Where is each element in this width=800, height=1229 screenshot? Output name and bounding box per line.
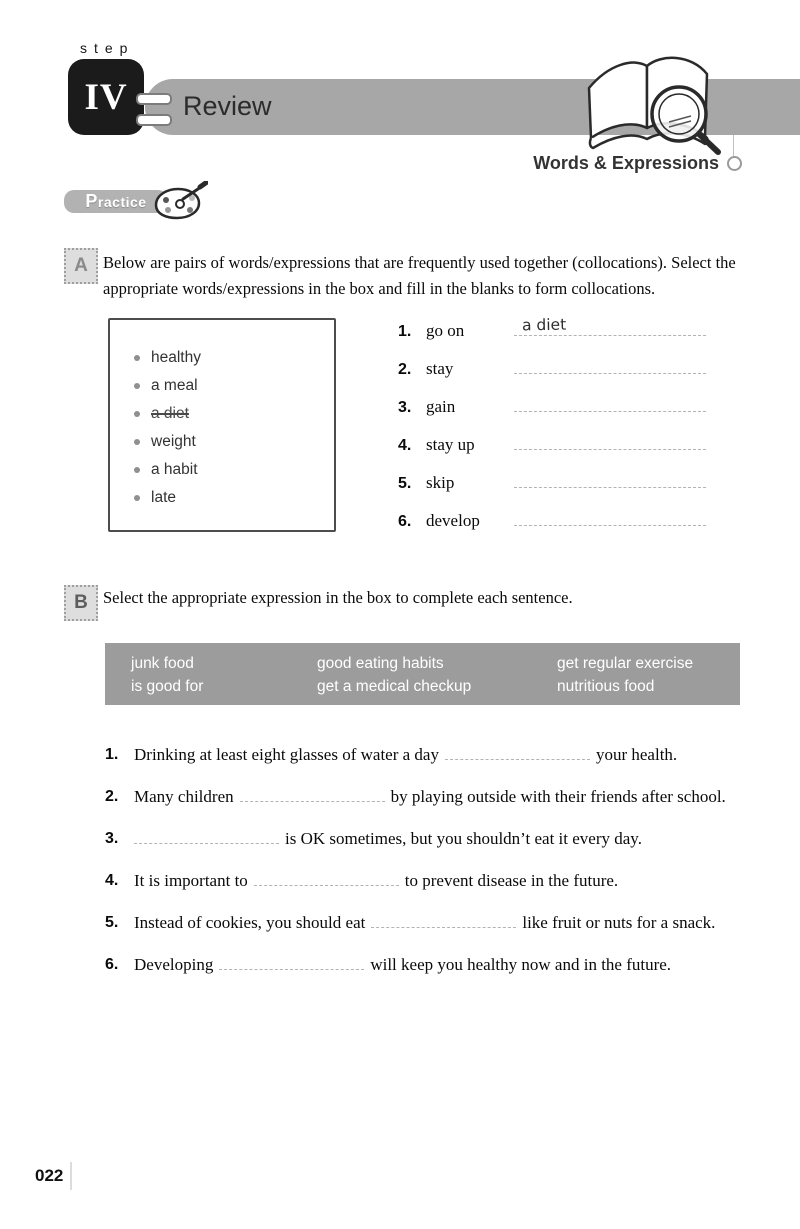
sentence-text-after: by playing outside with their friends after school. bbox=[390, 787, 726, 806]
answer-blank bbox=[514, 316, 706, 336]
item-number: 3. bbox=[398, 399, 412, 416]
answer-blank bbox=[514, 354, 706, 374]
item-prompt: stay up bbox=[426, 435, 475, 454]
collocation-item bbox=[398, 354, 728, 382]
binder-pin-icon bbox=[136, 93, 172, 105]
chapter-title: Review bbox=[183, 91, 272, 121]
sentence-number: 5. bbox=[105, 914, 119, 931]
sentence-item bbox=[105, 780, 777, 813]
sentence-item bbox=[105, 864, 777, 897]
expression-column bbox=[131, 652, 317, 705]
practice-label: Practice bbox=[85, 191, 147, 211]
step-number: IV bbox=[84, 76, 128, 118]
expression-column bbox=[557, 652, 740, 705]
fill-in-blank bbox=[371, 912, 516, 928]
sentence-text-after: like fruit or nuts for a snack. bbox=[522, 913, 716, 932]
word-option bbox=[134, 456, 334, 484]
item-prompt: skip bbox=[426, 473, 455, 492]
word-option bbox=[134, 372, 334, 400]
section-a-letter: A bbox=[74, 255, 88, 276]
expression-option: nutritious food bbox=[557, 678, 655, 695]
expression-choice-box bbox=[105, 643, 740, 705]
word-option-label: a meal bbox=[151, 377, 198, 394]
step-label: step bbox=[80, 40, 135, 56]
sentence-number: 2. bbox=[105, 788, 119, 805]
sentence-text-after: is OK sometimes, but you shouldn’t eat it every day. bbox=[285, 829, 642, 848]
word-option-label: healthy bbox=[151, 349, 201, 366]
item-number: 5. bbox=[398, 475, 412, 492]
section-a-badge bbox=[64, 248, 98, 284]
item-prompt: gain bbox=[426, 397, 456, 416]
word-option-label: late bbox=[151, 489, 176, 506]
collocation-list bbox=[398, 316, 728, 544]
binder-pin-icon bbox=[136, 114, 172, 126]
sentence-number: 1. bbox=[105, 746, 119, 763]
bullet-circle-icon bbox=[727, 156, 742, 171]
sentence-item bbox=[105, 738, 777, 771]
handwritten-answer: a diet bbox=[521, 315, 567, 335]
item-number: 4. bbox=[398, 437, 412, 454]
sentence-item bbox=[105, 906, 777, 939]
section-b-instruction: Select the appropriate expression in the box to complete each sentence. bbox=[103, 588, 573, 607]
paint-palette-icon bbox=[150, 181, 208, 223]
item-number: 6. bbox=[398, 513, 412, 530]
section-b-letter: B bbox=[74, 592, 88, 613]
answer-blank bbox=[514, 468, 706, 488]
section-a-instruction: Below are pairs of words/expressions that are frequently used together (collocations). Select the appropriate words/expressions in the box and fill in the blanks to form collocations. bbox=[103, 253, 736, 299]
expression-option: get a medical checkup bbox=[317, 678, 472, 695]
bullet-icon bbox=[134, 467, 140, 473]
section-heading: Words & Expressions bbox=[533, 153, 719, 173]
fill-in-blank bbox=[219, 954, 364, 970]
book-magnifier-icon bbox=[575, 44, 740, 162]
collocation-item bbox=[398, 316, 728, 344]
fill-in-blank bbox=[134, 828, 279, 844]
bullet-icon bbox=[134, 383, 140, 389]
answer-blank bbox=[514, 506, 706, 526]
fill-in-blank bbox=[445, 744, 590, 760]
item-prompt: stay bbox=[426, 359, 454, 378]
answer-blank bbox=[514, 392, 706, 412]
word-option-label: a habit bbox=[151, 461, 198, 478]
item-number: 1. bbox=[398, 323, 412, 340]
expression-option: get regular exercise bbox=[557, 655, 694, 672]
sentence-text-after: will keep you healthy now and in the future. bbox=[370, 955, 672, 974]
step-number-badge bbox=[68, 59, 144, 135]
expression-option: junk food bbox=[131, 655, 194, 672]
sentence-number: 4. bbox=[105, 872, 119, 889]
section-b-badge bbox=[64, 585, 98, 621]
bullet-icon bbox=[134, 411, 140, 417]
collocation-item bbox=[398, 430, 728, 458]
word-option bbox=[134, 484, 334, 512]
page-footer bbox=[35, 1162, 72, 1190]
sentence-text-before: It is important to bbox=[134, 871, 248, 890]
collocation-item bbox=[398, 468, 728, 496]
fill-in-blank bbox=[254, 870, 399, 886]
sentence-text-before: Developing bbox=[134, 955, 214, 974]
item-prompt: develop bbox=[426, 511, 480, 530]
expression-column bbox=[317, 652, 557, 705]
bullet-icon bbox=[134, 355, 140, 361]
page-number: 022 bbox=[35, 1166, 64, 1185]
sentence-number: 6. bbox=[105, 956, 119, 973]
word-option-label: a diet bbox=[151, 405, 189, 422]
bullet-icon bbox=[134, 495, 140, 501]
sentence-text-after: your health. bbox=[595, 745, 678, 764]
sentence-item bbox=[105, 948, 777, 981]
expression-option: is good for bbox=[131, 678, 204, 695]
item-number: 2. bbox=[398, 361, 412, 378]
word-option-label: weight bbox=[151, 433, 196, 450]
section-heading-row bbox=[533, 153, 742, 174]
bullet-icon bbox=[134, 439, 140, 445]
sentence-text-before: Instead of cookies, you should eat bbox=[134, 913, 366, 932]
word-choice-box bbox=[108, 318, 336, 532]
word-option bbox=[134, 428, 334, 456]
item-prompt: go on bbox=[426, 321, 465, 340]
word-option bbox=[134, 344, 334, 372]
sentence-item bbox=[105, 822, 777, 855]
sentence-list bbox=[105, 738, 777, 990]
sentence-number: 3. bbox=[105, 830, 119, 847]
collocation-item bbox=[398, 392, 728, 420]
expression-option: good eating habits bbox=[317, 655, 444, 672]
sentence-text-before: Drinking at least eight glasses of water a day bbox=[134, 745, 439, 764]
sentence-text-before: Many children bbox=[134, 787, 234, 806]
footer-divider bbox=[70, 1162, 72, 1190]
word-option-crossed-out bbox=[134, 400, 334, 428]
collocation-item bbox=[398, 506, 728, 534]
sentence-text-after: to prevent disease in the future. bbox=[404, 871, 619, 890]
answer-blank bbox=[514, 430, 706, 450]
fill-in-blank bbox=[240, 786, 385, 802]
